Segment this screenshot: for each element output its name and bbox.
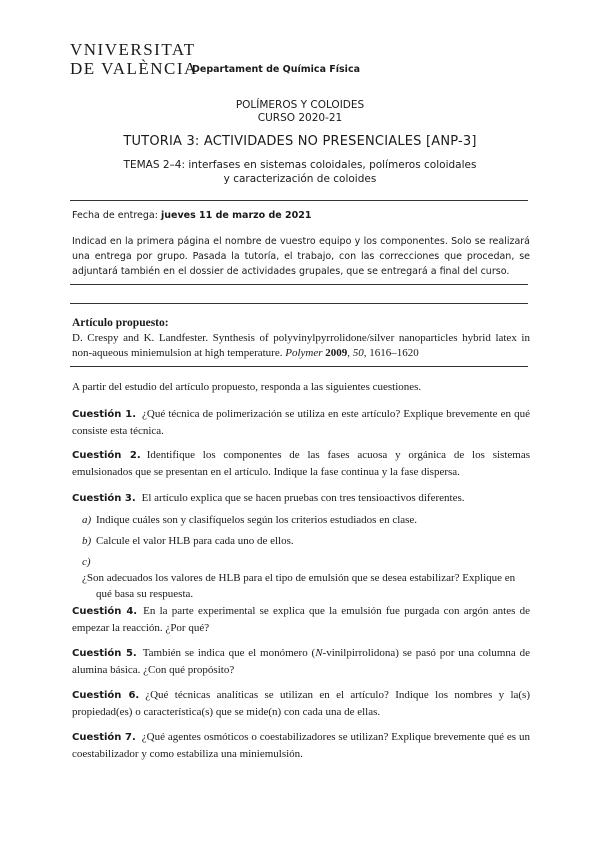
question-5: [72, 645, 530, 678]
logo-line-2: DE VALÈNCIA: [70, 59, 198, 78]
topics-line-1: TEMAS 2–4: interfases en sistemas coloidales, polímeros coloidales: [123, 159, 477, 171]
question-label: Cuestión 7.: [72, 732, 136, 743]
intro-text: A partir del estudio del artículo propuesto, responda a las siguientes cuestiones.: [72, 381, 422, 393]
question-3-item-c: [82, 554, 530, 602]
item-text: Indique cuáles son y clasifíquelos según los criterios estudiados en clase.: [96, 514, 418, 526]
question-3-item-b: [82, 533, 530, 549]
article-year: 2009: [325, 347, 348, 359]
question-text-post: -vinilpirrolidona) se pasó por una columna de alumina básica. ¿Con qué propósito?: [72, 647, 530, 676]
question-text: En la parte experimental se explica que la emulsión fue purgada con argón antes de empezar la reacción. ¿Por qué?: [72, 605, 530, 634]
question-6: [72, 687, 530, 720]
question-1: [72, 406, 530, 439]
article-journal: Polymer: [285, 347, 323, 359]
question-label: Cuestión 5.: [72, 648, 137, 659]
course-name: POLÍMEROS Y COLOIDES: [235, 99, 365, 111]
question-text: ¿Qué técnica de polimerización se utiliza en este artículo? Explique brevemente en qué consiste esta técnica.: [72, 408, 530, 437]
item-text: Calcule el valor HLB para cada uno de ellos.: [96, 535, 294, 547]
university-logo: [70, 40, 198, 78]
topics-line-2: y caracterización de coloides: [223, 173, 377, 185]
question-text-pre: También se indica que el monómero (: [142, 647, 316, 659]
question-label: Cuestión 6.: [72, 690, 140, 701]
delivery-instructions: Indicad en la primera página el nombre de vuestro equipo y los componentes. Solo se realizará una entrega por grupo. Pasada la tutoría, el trabajo, con las correcciones que procedan, se adjuntará también en el dossier de actividades grupales, que se entregará a final del curso.: [72, 236, 530, 277]
article-reference: D. Crespy and K. Landfester. Synthesis of polyvinylpyrrolidone/silver nanoparticles hybrid latex in non-aqueous miniemulsion at high temperature. Polymer 2009, 50, 1616–1620: [72, 332, 530, 359]
item-text: [82, 570, 526, 602]
page-title: TUTORIA 3: ACTIVIDADES NO PRESENCIALES [ANP-3]: [123, 134, 477, 149]
question-4: [72, 603, 530, 636]
divider: [70, 303, 528, 304]
question-label: Cuestión 2.: [72, 450, 141, 461]
question-7: [72, 729, 530, 762]
question-label: Cuestión 4.: [72, 606, 138, 617]
item-text-content: ¿Son adecuados los valores de HLB para el tipo de emulsión que se desea estabilizar? Explique en qué basa su respuesta.: [82, 572, 516, 600]
logo-line-1: VNIVERSITAT: [70, 40, 196, 59]
divider: [70, 366, 528, 367]
delivery-date: [72, 210, 312, 221]
article-authors-title: D. Crespy and K. Landfester. Synthesis of polyvinylpyrrolidone/silver nanoparticles hybrid latex in non-aqueous miniemulsion at high temperature.: [72, 332, 530, 359]
question-text: ¿Qué técnicas analíticas se utilizan en el artículo? Indique los nombres y la(s) propiedad(es) o característica(s) que se mide(n) con cada una de ellas.: [72, 689, 530, 718]
question-3-item-a: [82, 512, 530, 528]
delivery-label: Fecha de entrega:: [72, 210, 158, 221]
question-text-italic: N: [315, 647, 323, 659]
question-text: El artículo explica que se hacen pruebas con tres tensioactivos diferentes.: [141, 492, 465, 504]
question-2: [72, 447, 530, 480]
article-volume: 50: [352, 347, 364, 359]
divider: [70, 284, 528, 285]
question-label: Cuestión 3.: [72, 493, 136, 504]
item-letter: c): [82, 556, 91, 568]
course-year: CURSO 2020-21: [257, 112, 343, 124]
question-text: Identifique los componentes de las fases acuosa y orgánica de los sistemas emulsionados que se presentan en el artículo. Indique la fase continua y la fase dispersa.: [72, 449, 530, 478]
item-letter: a): [82, 514, 92, 526]
department-name: Departament de Química Física: [192, 64, 360, 75]
divider: [70, 200, 528, 201]
delivery-date-value: jueves 11 de marzo de 2021: [161, 210, 312, 221]
question-text: ¿Qué agentes osmóticos o coestabilizadores se utilizan? Explique brevemente qué es un coestabilizador y como estabiliza una miniemulsión.: [72, 731, 530, 760]
item-letter: b): [82, 535, 92, 547]
article-pages: , 1616–1620: [363, 347, 419, 359]
article-heading: Artículo propuesto:: [72, 317, 169, 329]
question-3: [72, 490, 530, 507]
question-label: Cuestión 1.: [72, 409, 136, 420]
